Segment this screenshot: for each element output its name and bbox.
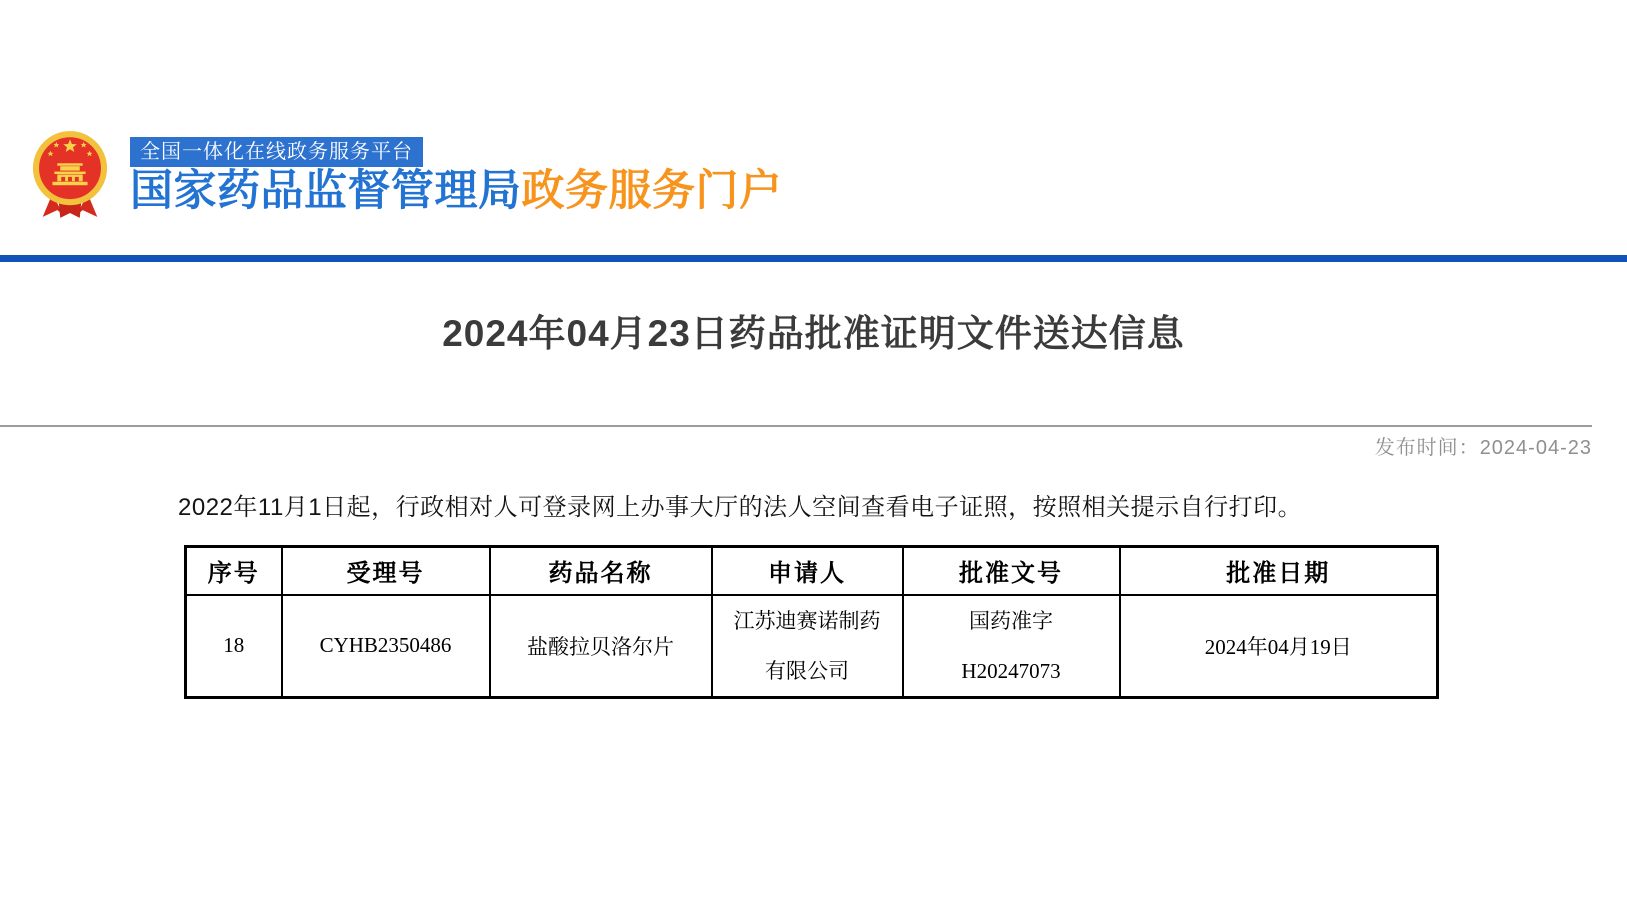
col-header-seq: 序号	[186, 547, 282, 595]
approval-no-line-1: 国药准字	[969, 608, 1053, 633]
col-header-approval-date: 批准日期	[1120, 547, 1438, 595]
publish-date-label: 发布时间：	[1374, 437, 1480, 459]
org-name: 国家药品监督管理局	[130, 167, 522, 215]
national-emblem-icon	[31, 126, 109, 222]
notice-text: 2022年11月1日起，行政相对人可登录网上办事大厅的法人空间查看电子证照，按照相关提示自行打印。	[178, 494, 1303, 521]
cell-drug-name: 盐酸拉贝洛尔片	[490, 595, 712, 698]
col-header-acceptance-no: 受理号	[282, 547, 490, 595]
col-header-drug-name: 药品名称	[490, 547, 712, 595]
site-logo[interactable]	[31, 126, 783, 222]
table-header-row	[186, 547, 1438, 595]
platform-badge: 全国一体化在线政务服务平台	[130, 137, 423, 167]
table-row	[186, 595, 1438, 698]
cell-applicant	[712, 595, 903, 698]
approval-table	[184, 545, 1439, 699]
applicant-line-1: 江苏迪赛诺制药	[733, 608, 881, 633]
header-divider-bar	[0, 255, 1627, 262]
cell-acceptance-no: CYHB2350486	[282, 595, 490, 698]
cell-seq: 18	[186, 595, 282, 698]
site-logo-text	[130, 126, 783, 215]
col-header-approval-no: 批准文号	[903, 547, 1120, 595]
title-divider-line	[0, 425, 1592, 427]
approval-no-line-2: H20247073	[961, 658, 1061, 683]
applicant-line-2: 有限公司	[765, 658, 849, 683]
publish-date-value: 2024-04-23	[1479, 437, 1592, 459]
page-title: 2024年04月23日药品批准证明文件送达信息	[442, 313, 1185, 354]
site-title	[130, 168, 783, 215]
publish-date-line	[0, 431, 1592, 460]
portal-name: 政务服务门户	[521, 167, 783, 215]
cell-approval-date: 2024年04月19日	[1120, 595, 1438, 698]
col-header-applicant: 申请人	[712, 547, 903, 595]
cell-approval-no	[903, 595, 1120, 698]
